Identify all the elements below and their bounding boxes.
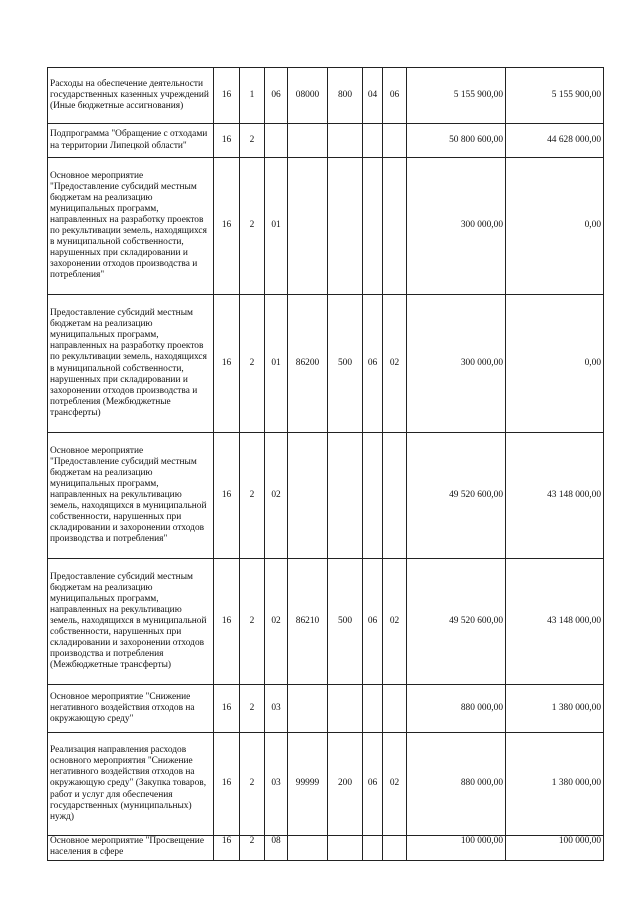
code-cell: 86200 (288, 295, 328, 433)
amount-cell: 300 000,00 (407, 158, 506, 295)
code-cell: 08 (265, 836, 288, 861)
code-cell (383, 685, 407, 733)
budget-table (47, 67, 604, 861)
table-row (48, 433, 604, 559)
amount-cell: 0,00 (506, 158, 604, 295)
code-cell: 01 (265, 295, 288, 433)
table-row (48, 124, 604, 158)
code-cell (328, 124, 363, 158)
amount-cell: 50 800 600,00 (407, 124, 506, 158)
code-cell (383, 433, 407, 559)
code-cell: 99999 (288, 733, 328, 836)
row-name: Основное мероприятие "Снижение негативного воздействия отходов на окружающую среду" (48, 685, 214, 733)
code-cell: 500 (328, 559, 363, 685)
code-cell: 02 (383, 733, 407, 836)
row-name: Расходы на обеспечение деятельности государственных казенных учреждений (Иные бюджетные ассигнования) (48, 68, 214, 124)
amount-cell: 49 520 600,00 (407, 433, 506, 559)
table-row (48, 68, 604, 124)
code-cell: 16 (214, 124, 240, 158)
amount-cell: 100 000,00 (506, 836, 604, 861)
amount-cell: 1 380 000,00 (506, 685, 604, 733)
row-name: Реализация направления расходов основного мероприятия "Снижение негативного воздействия отходов на окружающую среду" (Закупка товаров, работ и услуг для обеспечения государственных (муниципальных) нужд) (48, 733, 214, 836)
amount-cell: 43 148 000,00 (506, 559, 604, 685)
code-cell (328, 836, 363, 861)
code-cell: 06 (363, 295, 383, 433)
row-name: Основное мероприятие "Предоставление субсидий местным бюджетам на реализацию муниципальных программ, направленных на разработку проектов по рекультивации земель, находящихся в муниципальной собственности, нарушенных при складировании и захоронении отходов производства и потребления" (48, 158, 214, 295)
code-cell: 16 (214, 685, 240, 733)
table-row (48, 559, 604, 685)
code-cell (288, 158, 328, 295)
amount-cell: 100 000,00 (407, 836, 506, 861)
code-cell (363, 836, 383, 861)
code-cell (288, 433, 328, 559)
code-cell (265, 124, 288, 158)
code-cell (288, 124, 328, 158)
code-cell (363, 124, 383, 158)
code-cell: 08000 (288, 68, 328, 124)
code-cell: 03 (265, 733, 288, 836)
code-cell: 06 (363, 733, 383, 836)
code-cell: 200 (328, 733, 363, 836)
code-cell: 16 (214, 295, 240, 433)
code-cell: 2 (240, 559, 265, 685)
code-cell: 500 (328, 295, 363, 433)
row-name: Предоставление субсидий местным бюджетам на реализацию муниципальных программ, направленных на разработку проектов по рекультивации земель, находящихся в муниципальной собственности, нарушенных при складировании и захоронении отходов производства и потребления (Межбюджетные трансферты) (48, 295, 214, 433)
code-cell: 03 (265, 685, 288, 733)
code-cell: 16 (214, 68, 240, 124)
code-cell: 04 (363, 68, 383, 124)
code-cell: 2 (240, 836, 265, 861)
code-cell: 06 (363, 559, 383, 685)
table-row (48, 295, 604, 433)
code-cell: 2 (240, 733, 265, 836)
code-cell: 16 (214, 559, 240, 685)
amount-cell: 300 000,00 (407, 295, 506, 433)
amount-cell: 5 155 900,00 (407, 68, 506, 124)
code-cell: 16 (214, 733, 240, 836)
code-cell (363, 433, 383, 559)
code-cell (363, 158, 383, 295)
code-cell (288, 836, 328, 861)
code-cell (383, 124, 407, 158)
row-name: Основное мероприятие "Просвещение населения в сфере (48, 836, 214, 861)
code-cell: 16 (214, 158, 240, 295)
code-cell: 02 (383, 559, 407, 685)
table-row (48, 733, 604, 836)
code-cell: 06 (265, 68, 288, 124)
code-cell: 16 (214, 836, 240, 861)
code-cell: 2 (240, 685, 265, 733)
code-cell (328, 433, 363, 559)
table-row (48, 158, 604, 295)
code-cell: 2 (240, 124, 265, 158)
code-cell: 2 (240, 433, 265, 559)
code-cell: 800 (328, 68, 363, 124)
row-name: Предоставление субсидий местным бюджетам на реализацию муниципальных программ, направленных на рекультивацию земель, находящихся в муниципальной собственности, нарушенных при складировании и захоронении отходов производства и потребления (Межбюджетные трансферты) (48, 559, 214, 685)
code-cell: 86210 (288, 559, 328, 685)
code-cell: 06 (383, 68, 407, 124)
code-cell: 01 (265, 158, 288, 295)
amount-cell: 5 155 900,00 (506, 68, 604, 124)
amount-cell: 43 148 000,00 (506, 433, 604, 559)
code-cell (363, 685, 383, 733)
amount-cell: 49 520 600,00 (407, 559, 506, 685)
row-name: Подпрограмма "Обращение с отходами на территории Липецкой области" (48, 124, 214, 158)
code-cell (383, 836, 407, 861)
code-cell (383, 158, 407, 295)
code-cell: 02 (265, 559, 288, 685)
table-row (48, 836, 604, 861)
code-cell: 1 (240, 68, 265, 124)
code-cell: 2 (240, 295, 265, 433)
code-cell: 2 (240, 158, 265, 295)
code-cell: 16 (214, 433, 240, 559)
amount-cell: 44 628 000,00 (506, 124, 604, 158)
code-cell: 02 (383, 295, 407, 433)
code-cell (288, 685, 328, 733)
code-cell (328, 685, 363, 733)
amount-cell: 1 380 000,00 (506, 733, 604, 836)
row-name: Основное мероприятие "Предоставление субсидий местным бюджетам на реализацию муниципальных программ, направленных на рекультивацию земель, находящихся в муниципальной собственности, нарушенных при складировании и захоронении отходов производства и потребления" (48, 433, 214, 559)
amount-cell: 880 000,00 (407, 733, 506, 836)
amount-cell: 0,00 (506, 295, 604, 433)
code-cell (328, 158, 363, 295)
table-row (48, 685, 604, 733)
amount-cell: 880 000,00 (407, 685, 506, 733)
code-cell: 02 (265, 433, 288, 559)
